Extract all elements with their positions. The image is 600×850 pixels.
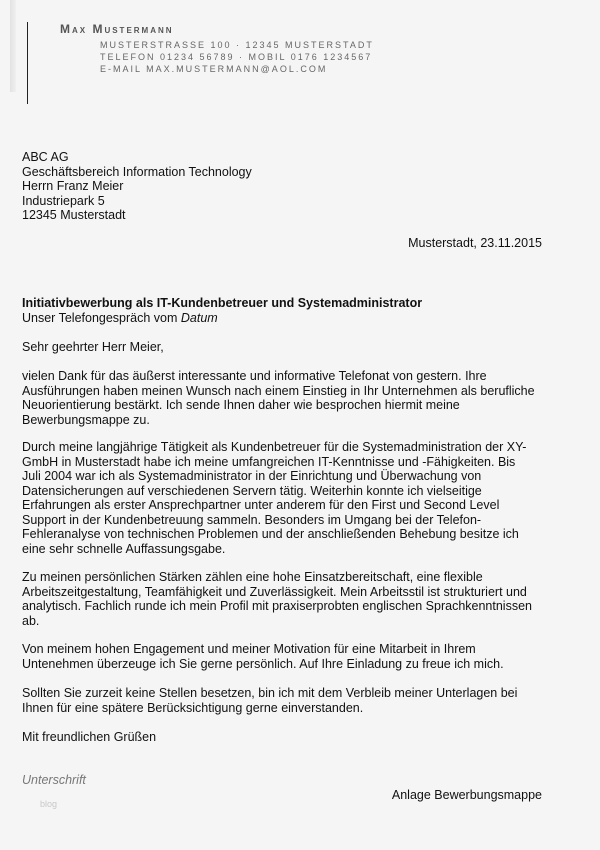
paragraph-line: Von meinem hohen Engagement und meiner Motivation für eine Mitarbeit in Ihrem — [22, 642, 476, 656]
page-edge-shade — [10, 0, 16, 92]
paragraph — [22, 642, 542, 671]
paragraph-line: eine sehr schnelle Auffassungsgabe. — [22, 541, 226, 556]
paragraph-line: Zu meinen persönlichen Stärken zählen eine hohe Einsatzbereitschaft, eine flexible — [22, 570, 483, 584]
sender-email: E-MAIL MAX.MUSTERMANN@AOL.COM — [100, 64, 328, 74]
recipient-line: 12345 Musterstadt — [22, 208, 126, 222]
paragraph-line: ab. — [22, 613, 40, 628]
paragraph-line: Datensicherungen auf verschiedenen Servern tätig. Weiterhin konnte ich vielseitige — [22, 483, 482, 498]
sender-address: MUSTERSTRASSE 100 · 12345 MUSTERSTADT — [100, 40, 374, 50]
subject-title: Initiativbewerbung als IT-Kundenbetreuer und Systemadministrator — [22, 296, 423, 310]
header-vertical-rule — [27, 22, 28, 104]
paragraph-line: Arbeitszeitgestaltung, Teamfähigkeit und Zuverlässigkeit. Mein Arbeitsstil ist strukturiert und — [22, 584, 527, 599]
paragraph-line: Ihnen für eine spätere Berücksichtigung gerne einverstanden. — [22, 700, 364, 715]
letter-date: Musterstadt, 23.11.2015 — [408, 236, 542, 250]
subject-block — [22, 296, 422, 325]
paragraph-line: Bewerbungsmappe zu. — [22, 412, 150, 427]
paragraph-line: Juli 2004 war ich als Systemadministrator in der Einrichtung und Überwachung von — [22, 469, 482, 483]
paragraph-line: Untenehmen überzeuge ich Sie gerne persönlich. Auf Ihre Einladung zu freue ich mich. — [22, 656, 504, 671]
paragraph-line: Ausführungen haben meinen Wunsch nach einem Einstieg in Ihr Unternehmen als berufliche — [22, 383, 535, 398]
sender-block — [60, 22, 374, 76]
watermark: blog — [40, 799, 58, 809]
paragraph-line: vielen Dank für das äußerst interessante und informative Telefonat von gestern. Ihre — [22, 369, 487, 383]
sender-name: Max Mustermann — [60, 22, 174, 36]
closing: Mit freundlichen Grüßen — [22, 730, 157, 744]
paragraph-line: Erfahrungen als erster Ansprechpartner unter anderem für den First und Second Level — [22, 498, 500, 512]
subject-ref-placeholder: Datum — [180, 310, 218, 325]
enclosure-note: Anlage Bewerbungsmappe — [391, 788, 542, 802]
paragraph — [22, 686, 542, 715]
subject-ref-prefix: Unser Telefongespräch vom — [22, 310, 181, 325]
paragraph — [22, 440, 542, 556]
paragraph — [22, 369, 542, 427]
salutation: Sehr geehrter Herr Meier, — [22, 340, 164, 354]
sender-phones: TELEFON 01234 56789 · MOBIL 0176 1234567 — [100, 52, 373, 62]
recipient-line: ABC AG — [22, 150, 69, 164]
recipient-line: Industriepark 5 — [22, 193, 105, 208]
paragraph-line: Fehleranalyse von technischen Problemen und der anschließenden Behebung besitze ich — [22, 527, 519, 541]
paragraph-line: Sollten Sie zurzeit keine Stellen besetzen, bin ich mit dem Verbleib meiner Unterlagen bei — [22, 686, 518, 700]
paragraph-line: analytisch. Fachlich runde ich mein Profil mit praxiserprobten englischen Sprachkenntnissen — [22, 599, 532, 613]
recipient-line: Geschäftsbereich Information Technology — [22, 164, 252, 179]
paragraph-line: Support in der Kundenbetreuung sammeln. Besonders im Umgang bei der Telefon- — [22, 512, 482, 527]
paragraph-line: GmbH in Musterstadt habe ich meine umfangreichen IT-Kenntnisse und -Fähigkeiten. Bis — [22, 454, 516, 469]
recipient-line: Herrn Franz Meier — [22, 179, 124, 193]
paragraph-line: Neuorientierung bestärkt. Ich sende Ihnen daher wie besprochen hiermit meine — [22, 398, 460, 412]
recipient-address — [22, 150, 252, 223]
paragraph-line: Durch meine langjährige Tätigkeit als Kundenbetreuer für die Systemadministration der XY- — [22, 440, 527, 454]
subject-reference — [22, 311, 422, 326]
signature-placeholder: Unterschrift — [22, 773, 86, 787]
paragraph — [22, 570, 542, 628]
